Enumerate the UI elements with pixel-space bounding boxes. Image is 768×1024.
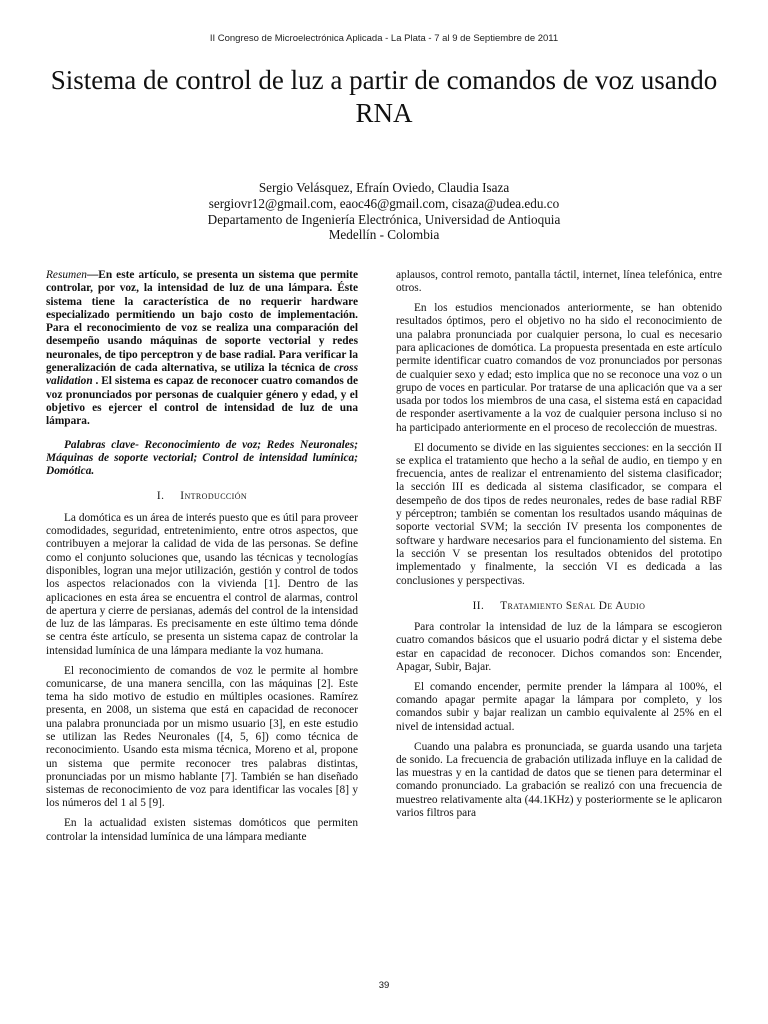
section-number: I. (156, 490, 165, 503)
section-number: II. (472, 599, 485, 612)
section2-paragraph-2: El comando encender, permite prender la lámpara al 100%, el comando apagar permite apagar la lámpara por completo, y los comandos subir y bajar realizan un cambio equivalente al 25% en el nivel de intensidad actual. (396, 680, 722, 733)
author-block (0, 180, 768, 243)
author-names: Sergio Velásquez, Efraín Oviedo, Claudia Isaza (258, 180, 510, 195)
abstract (46, 269, 358, 429)
abstract-text-2: . El sistema es capaz de reconocer cuatro comandos de voz pronunciados por personas de cualquier género y edad, y el objetivo es ejercer el control de intensidad de luz de una lámpara. (46, 375, 358, 428)
abstract-lead: Resumen (46, 269, 87, 281)
keywords: Palabras clave- Reconocimiento de voz; Redes Neuronales; Máquinas de soporte vectorial; Control de intensidad lumínica; Domótica. (46, 438, 358, 478)
abstract-text-1: En este artículo, se presenta un sistema que permite controlar, por voz, la intensidad de luz de una lámpara. Éste sistema tiene la característica de no requerir hardware especializado permitiendo un bajo costo de implementación. Para el reconocimiento de voz se realiza una comparación del desempeño usando máquinas de soporte vectorial y redes neuronales, de tipo perceptron y de base radial. Para verificar la generalización de cada alternativa, se utiliza la técnica de (46, 269, 358, 375)
abstract-dash: — (86, 269, 99, 281)
section-title: Introducción (180, 490, 248, 503)
section2-paragraph-1: Para controlar la intensidad de luz de la lámpara se escogieron cuatro comandos básicos que el usuario podrá dictar y el sistema debe estar en capacidad de reconocer. Dichos comandos son: Encender, Apagar, Subir, Bajar. (396, 621, 722, 674)
paper-title: Sistema de control de luz a partir de comandos de voz usando RNA (50, 65, 718, 128)
section2-paragraph-3: Cuando una palabra es pronunciada, se guarda usando una tarjeta de sonido. La frecuencia de grabación utilizada influye en la calidad de las muestras y en la cantidad de datos que se tienen para determinar el comando pronunciado. La grabación se realizó con una frecuencia de muestreo relativamente alta (44.1KHz) y posteriormente se le aplicaron varios filtros para (396, 740, 722, 819)
page-number: 39 (378, 980, 390, 991)
intro-paragraph-1: La domótica es un área de interés puesto que es útil para proveer comodidades, seguridad, entretenimiento, entre otros aspectos, que contribuyen a mejorar la calidad de vida de las personas. Se define como el conjunto soluciones que, usando las técnicas y tecnologías disponibles, logran una mejor utilización, gestión y control de todos los aspectos relacionados con la vivienda [1]. Dentro de las aplicaciones en esta área se encuentra el control de alarmas, control de apertura y cierre de persianas, además del control de la intensidad de luz de las lámparas. Es precisamente en este último tema dónde se centra éste artículo, se presenta un sistema capaz de controlar la intensidad lumínica de una lámpara mediante la voz humana. (46, 511, 358, 657)
right-column (396, 269, 722, 827)
abstract-italic-term: cross validation (46, 362, 358, 388)
intro-continuation: aplausos, control remoto, pantalla táctil, internet, línea telefónica, entre otros. (396, 269, 722, 295)
author-location: Medellín - Colombia (328, 227, 440, 243)
intro-paragraph-5: El documento se divide en las siguientes secciones: en la sección II se explica el tratamiento que hecho a la señal de audio, en tiempo y en frecuencia, antes de realizar el entrenamiento del sistema clasificador; la sección III es dedicada al sistema clasificador, se compara el desempeño de dos tipos de redes neuronales, redes de base radial RBF y pérceptron; también se comentan los resultados usando máquinas de soporte vectorial SVM; la sección IV presenta los componentes de software y hardware necesarios para el funcionamiento del sistema. En la sección V se presentan los resultados obtenidos del prototipo implementado y finalmente, la sección VI es dedicada a las conclusiones y perspectivas. (396, 441, 722, 587)
section-heading-introduccion (46, 490, 358, 503)
section-heading-tratamiento (396, 600, 722, 613)
intro-paragraph-3: En la actualidad existen sistemas domóticos que permiten controlar la intensidad lumínica de una lámpara mediante (46, 817, 358, 843)
left-column (46, 269, 358, 850)
author-department: Departamento de Ingeniería Electrónica, Universidad de Antioquia (207, 211, 561, 227)
intro-paragraph-4: En los estudios mencionados anteriormente, se han obtenido resultados óptimos, pero el objetivo no ha sido el reconocimiento de una palabra pronunciada por cualquier persona, lo cual es necesario para aplicaciones de domótica. La propuesta presentada en este artículo permite identificar cuatro comandos de voz pronunciados por personas de cualquier sexo y edad; esto implica que no se reconoce una voz o un grupo de voces en particular. Por tratarse de una aplicación que va a ser usada por todos los miembros de una casa, el sistema está en capacidad de responder asertivamente a la voz de cualquier persona incluso si no ha participado anteriormente en el proceso de recolección de muestras. (396, 302, 722, 434)
running-head: II Congreso de Microelectrónica Aplicada - La Plata - 7 al 9 de Septiembre de 2011 (209, 33, 559, 44)
intro-paragraph-2: El reconocimiento de comandos de voz le permite al hombre comunicarse, de una manera sencilla, con las máquinas [2]. Este tema ha sido motivo de estudio en múltiples ocasiones. Ramírez presenta, en 2008, un sistema que está en capacidad de reconocer una palabra pronunciada por un mismo usuario [3], en este estudio se utilizan las Redes Neuronales ([4, 5, 6]) como técnica de reconocimiento. Usando esta misma técnica, Moreno et al, propone un sistema que permite reconocer tres palabras distintas, pronunciadas por un mismo hablante [7]. También se han diseñado sistemas de reconocimiento de voz para identificar las vocales [8] y los números del 1 al 5 [9]. (46, 664, 358, 810)
author-emails: sergiovr12@gmail.com, eaoc46@gmail.com, cisaza@udea.edu.co (208, 195, 560, 211)
section-title: Tratamiento Señal De Audio (500, 599, 646, 612)
